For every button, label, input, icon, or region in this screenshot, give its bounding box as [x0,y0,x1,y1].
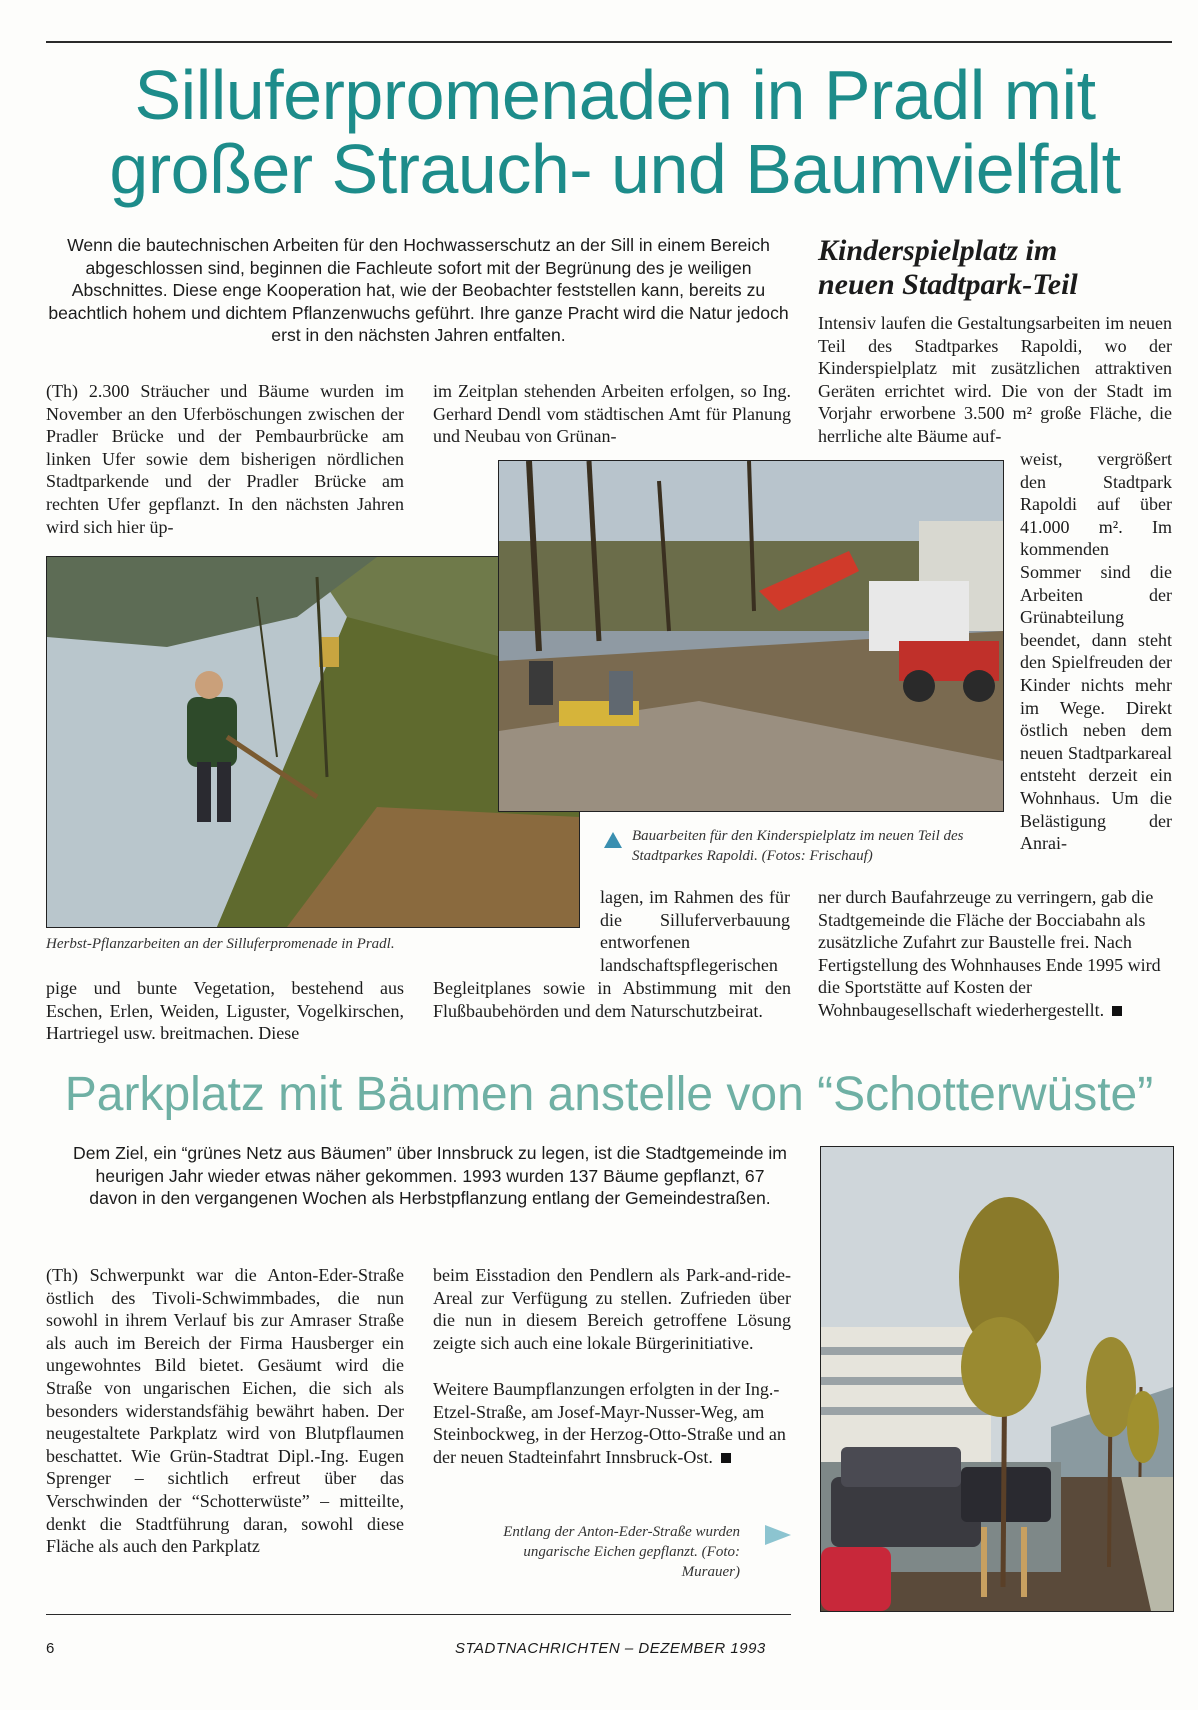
article2-text-bottom-wrap [818,886,1172,1022]
photo-playground-construction [498,460,1004,812]
article2-text-narrow: weist, vergrößert den Stadtpark Rapoldi auf über 41.000 m². Im kommenden Sommer sind die Arbeiten der Grünabteilung beendet, dann steht den Spielfreuden der Kinder nichts mehr im Wege. Direkt östlich neben dem neuen Stadtparkareal entsteht derzeit ein Wohnhaus. Um die Belästigung der Anrai- [1020,449,1172,854]
photo1-caption: Herbst-Pflanzarbeiten an der Silluferpromenade in Pradl. [46,936,395,952]
photo2-caption: Bauarbeiten für den Kinderspielplatz im neuen Teil des Stadtparkes Rapoldi. (Fotos: Frischauf) [632,828,964,864]
end-mark-icon [721,1453,731,1463]
article1-lead: Wenn die bautechnischen Arbeiten für den Hochwasserschutz an der Sill in einem Bereich abgeschlossen sind, beginnen die Fachleute sofort mit der Begrünung des je weiligen Abschnittes. Diese enge Kooperation hat, wie der Beobachter feststellen kann, bereits zu beachtlich hohem und dichtem Pflanzenwuchs geführt. Ihre ganze Pracht wird die Natur jedoch erst in den nächsten Jahren entfalten. [48,235,789,345]
article1-col2-bottom: Begleitplanes sowie in Abstimmung mit den Flußbaubehörden und dem Naturschutzbeirat. [433,978,791,1021]
photo-parking-trees [820,1146,1174,1612]
article3-col2-p2-wrap [433,1378,791,1468]
article3-col1: (Th) Schwerpunkt war die Anton-Eder-Straße östlich des Tivoli-Schwimmbades, die nun sowohl in ihrem Verlauf bis zur Amraser Straße als auch im Bereich der Firma Hausberger ein ungewohntes Bild bietet. Gesäumt wird die Straße von ungarischen Eichen, die sich als besonders widerstandsfähig bewährt haben. Der neugestaltete Parkplatz wird von Blutpflaumen beschattet. Wie Grün-Stadtrat Dipl.-Ing. Eugen Sprenger – sichtlich erfreut über das Verschwinden der “Schotterwüste” – mitteilte, denkt die Stadtführung daran, sowohl diese Fläche als auch den Parkplatz [46,1265,404,1557]
bottom-rule [46,1614,791,1615]
article1-col1-bottom: pige und bunte Vegetation, bestehend aus Eschen, Erlen, Weiden, Liguster, Vogelkirschen, Hartriegel usw. breitmachen. Diese [46,978,404,1044]
page-number: 6 [46,1640,55,1657]
publication-footer: STADTNACHRICHTEN – DEZEMBER 1993 [455,1640,766,1657]
article3-headline: Parkplatz mit Bäumen anstelle von “Schotterwüste” [64,1068,1154,1121]
article1-col1-top: (Th) 2.300 Sträucher und Bäume wurden im November an den Uferböschungen zwischen der Pradler Brücke und der Pembaurbrücke am linken Ufer sowie dem bisherigen nördlichen Stadtparkende und der Pradler Brücke am rechten Ufer gepflanzt. In den nächsten Jahren wird sich hier üp- [46,381,404,537]
article3-col2-p1: beim Eisstadion den Pendlern als Park-and-ride-Areal zur Verfügung zu stellen. Zufrieden über die nun in diesem Bereich getroffene Lösung zeigte sich auch eine lokale Bürgerinitiative. [433,1265,791,1353]
top-rule [46,41,1172,43]
caption-marker-up-icon [604,832,622,848]
article1-col2-mid: lagen, im Rahmen des für die Silluferverbauung entworfenen landschaftspflegerischen [600,887,790,975]
article2-text-top: Intensiv laufen die Gestaltungsarbeiten im neuen Teil des Stadtparkes Rapoldi, wo der Kinderspielplatz mit zusätzlichen attraktiven Geräten errichtet wird. Die von der Stadt im Vorjahr erworbene 3.500 m² große Fläche, die herrliche alte Bäume auf- [818,313,1172,446]
caption-marker-right-icon [765,1525,791,1545]
end-mark-icon [1112,1006,1122,1016]
photo3-caption: Entlang der Anton-Eder-Straße wurden ungarische Eichen gepflanzt. (Foto: Murauer) [503,1524,740,1580]
article1-col2-top: im Zeitplan stehenden Arbeiten erfolgen, so Ing. Gerhard Dendl vom städtischen Amt für Planung und Neubau von Grünan- [433,381,791,447]
article1-headline: Silluferpromenaden in Pradl mit großer Strauch- und Baumvielfalt [109,56,1121,209]
article3-col2-p2: Weitere Baumpflanzungen erfolgten in der Ing.-Etzel-Straße, am Josef-Mayr-Nusser-Weg, am Steinbockweg, in der Herzog-Otto-Straße und an der neuen Stadteinfahrt Innsbruck-Ost. [433,1379,786,1467]
article3-lead: Dem Ziel, ein “grünes Netz aus Bäumen” über Innsbruck zu legen, ist die Stadtgemeinde im heurigen Jahr wieder etwas näher gekommen. 1993 wurden 137 Bäume gepflanzt, 67 davon in den vergangenen Wochen als Herbstpflanzung entlang der Gemeindestraßen. [73,1143,787,1208]
article2-text-bottom: ner durch Baufahrzeuge zu verringern, gab die Stadtgemeinde die Fläche der Bocciabahn als zusätzliche Zufahrt zur Baustelle frei. Nach Fertigstellung des Wohnhauses Ende 1995 wird die Sportstätte auf Kosten der Wohnbaugesellschaft wiederhergestellt. [818,887,1161,1020]
article2-subhead: Kinderspielplatz im neuen Stadtpark-Teil [818,234,1078,301]
